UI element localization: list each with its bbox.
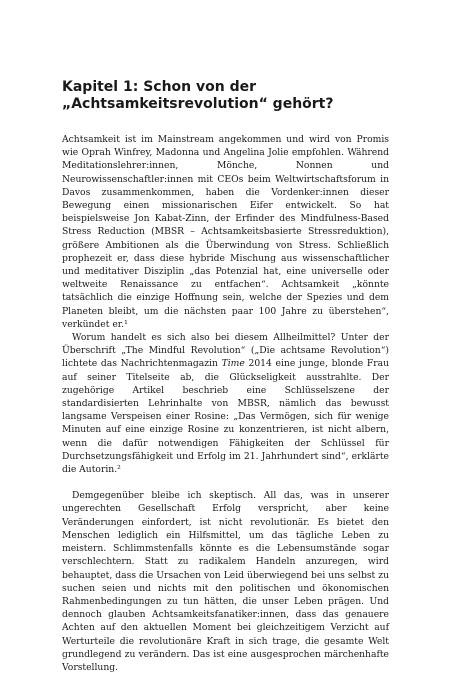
paragraph-2-part-2: 2014 eine junge, blonde Frau auf seiner Titelseite ab, die Glückseligkeit ausstrahlte. Der zugehörige Artikel beschrieb eine Schlüsselszene der standardisierten Lehrinhalte von MBSR, nämlich das bewusst langsame Verspeisen einer Rosine: „Das Vermögen, sich für wenige Minuten auf eine einzige Rosine zu konzentrieren, ist nicht albern, wenn die dafür notwendigen Fähigkeiten der Schlüssel für Durchsetzungsfähigkeit und Erfolg im 21. Jahrhundert sind“, erklärte die Autorin.² <box>62 358 390 476</box>
magazine-title: Time <box>221 358 245 370</box>
paragraph-3: Demgegenüber bleibe ich skeptisch. All das, was in unserer ungerechten Gesellschaft Erfolg verspricht, aber keine Veränderungen einfordert, ist nicht revolutionär. Es bietet den Menschen lediglich ein Hilfsmittel, um das tägliche Leben zu meistern. Schlimmstenfalls könnte es die Lebensumstände sogar verschlechtern. Statt zu radikalem Handeln anzuregen, wird behauptet, dass die Ursachen von Leid überwiegend bei uns selbst zu suchen seien und nichts mit den politischen und ökonomischen Rahmenbedingungen zu tun hätten, die unser Leben prägen. Und dennoch glauben Achtsamkeitsfanatiker:innen, dass das genauere Achten auf den aktuellen Moment bei gleichzeitigem Verzicht auf Werturteile die revolutionäre Kraft in sich trage, die gesamte Welt grundlegend zu verändern. Das ist eine ausgesprochen märchenhafte Vorstellung. <box>62 490 389 673</box>
body-text <box>62 133 389 674</box>
chapter-title: Kapitel 1: Schon von der „Achtsamkeitsrevolution“ gehört? <box>62 79 334 112</box>
paragraph-1: Achtsamkeit ist im Mainstream angekommen und wird von Promis wie Oprah Winfrey, Madonna und Angelina Jolie empfohlen. Während Meditationslehrer:innen, Mönche, Nonnen und Neurowissenschaftler:innen mit CEOs beim Weltwirtschaftsforum in Davos zusammenkommen, haben die Vordenker:innen dieser Bewegung einen missionarischen Eifer entwickelt. So hat beispielsweise Jon Kabat-Zinn, der Erfinder des Mindfulness-Based Stress Reduction (MBSR – Achtsamkeitsbasierte Stressreduktion), größere Ambitionen als die Überwindung von Stress. Schließlich prophezeit er, dass diese hybride Mischung aus wissenschaftlicher und meditativer Disziplin „das Potenzial hat, eine universelle oder weltweite Renaissance zu entfachen“. Achtsamkeit „könnte tatsächlich die einzige Hoffnung sein, welche der Spezies und dem Planeten bleibt, um die nächsten paar 100 Jahre zu überstehen“, verkündet er.¹ <box>62 134 389 330</box>
paragraph-2-part-1: Worum handelt es sich also bei diesem Allheilmittel? Unter der Überschrift „The Mindful Revolution“ („Die achtsame Revolution“) lichtete das Nachrichtenmagazin <box>62 332 389 370</box>
paragraph-2 <box>62 331 389 476</box>
